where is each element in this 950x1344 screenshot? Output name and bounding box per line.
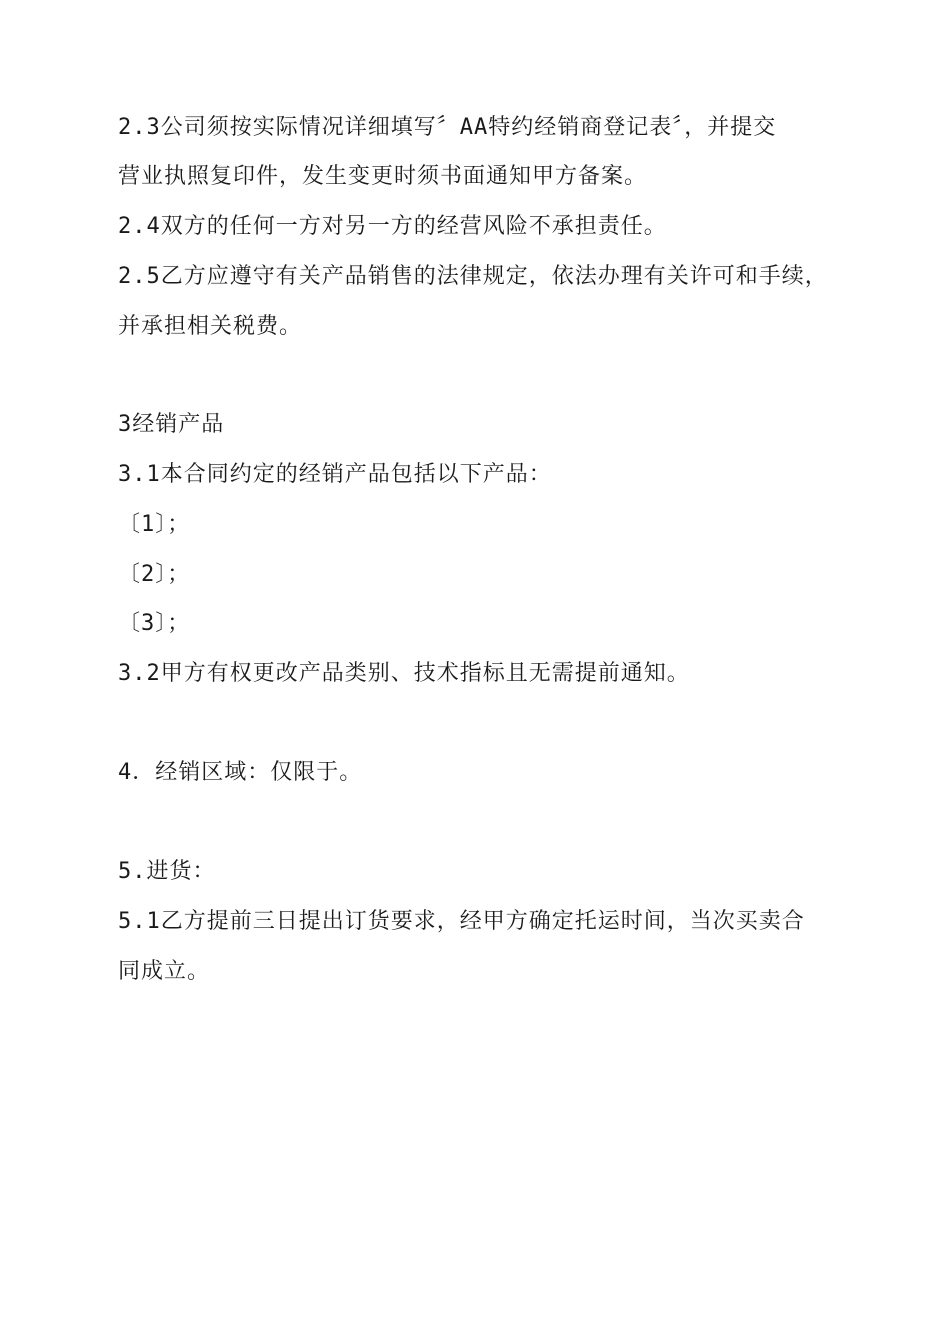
- clause-2-3-line-2: 营业执照复印件，发生变更时须书面通知甲方备案。: [118, 164, 648, 189]
- section-5-heading: 5.进货：: [118, 859, 216, 884]
- clause-2-4: 2.4双方的任何一方对另一方的经营风险不承担责任。: [118, 214, 667, 239]
- section-4-heading: 4．经销区域：仅限于。: [118, 760, 363, 785]
- clause-5-1-line-2: 同成立。: [118, 959, 211, 984]
- clause-2-5-line-2: 并承担相关税费。: [118, 314, 303, 339]
- section-3-heading: 3经销产品: [118, 412, 225, 437]
- clause-3-1: 3.1本合同约定的经销产品包括以下产品：: [118, 462, 552, 487]
- clause-2-5-line-1: 2.5乙方应遵守有关产品销售的法律规定，依法办理有关许可和手续，: [118, 264, 828, 289]
- clause-5-1-line-1: 5.1乙方提前三日提出订货要求，经甲方确定托运时间，当次买卖合: [118, 909, 805, 934]
- product-item-3: 〔3〕；: [118, 611, 191, 636]
- product-item-2: 〔2〕；: [118, 562, 191, 587]
- clause-2-3-line-1: 2.3公司须按实际情况详细填写〞AA特约经销商登记表〞，并提交: [118, 115, 777, 140]
- product-item-1: 〔1〕；: [118, 512, 191, 537]
- clause-3-2: 3.2甲方有权更改产品类别、技术指标且无需提前通知。: [118, 661, 690, 686]
